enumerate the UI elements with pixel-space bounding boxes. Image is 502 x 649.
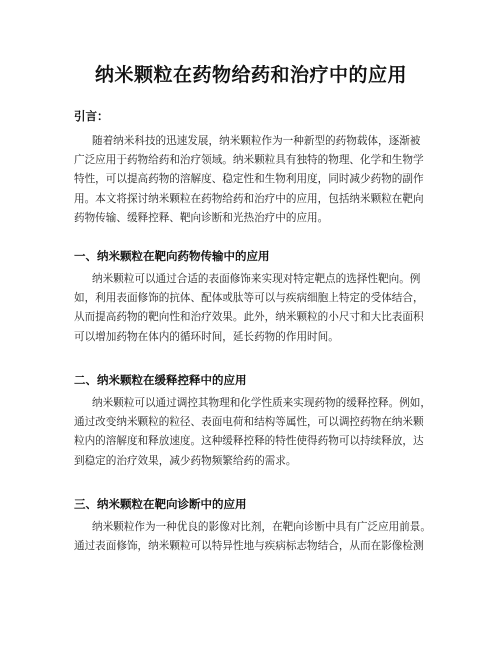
section-paragraph	[74, 270, 434, 347]
intro-heading: 引言：	[74, 109, 109, 123]
paragraph-line: 如，利用表面修饰的抗体、配体或肽等可以与疾病细胞上特定的受体结合，	[74, 292, 424, 305]
section-paragraph	[74, 518, 434, 556]
paragraph-line: 通过表面修饰，纳米颗粒可以特异性地与疾病标志物结合，从而在影像检测	[74, 540, 424, 553]
paragraph-line: 随着纳米科技的迅速发展，纳米颗粒作为一种新型的药物载体，逐渐被	[92, 135, 421, 147]
section-heading: 二、纳米颗粒在缓释控释中的应用	[74, 373, 247, 387]
paragraph-line: 纳米颗粒可以通过调控其物理和化学性质来实现药物的缓释控释。例如，	[92, 397, 431, 409]
section-heading: 三、纳米颗粒在靶向诊断中的应用	[74, 497, 247, 511]
paragraph-line: 纳米颗粒作为一种优良的影像对比剂，在靶向诊断中具有广泛应用前景。	[92, 521, 431, 533]
paragraph-line: 可以增加药物在体内的循环时间，延长药物的作用时间。	[74, 330, 339, 343]
intro-paragraph	[74, 132, 434, 228]
paragraph-line: 纳米颗粒可以通过合适的表面修饰来实现对特定靶点的选择性靶向。例	[92, 273, 421, 285]
paragraph-line: 粒内的溶解度和释放速度。这种缓释控释的特性使得药物可以持续释放，达	[74, 435, 424, 448]
paragraph-line: 广泛应用于药物给药和治疗领域。纳米颗粒具有独特的物理、化学和生物学	[74, 154, 424, 167]
section-paragraph	[74, 394, 434, 471]
section-heading: 一、纳米颗粒在靶向药物传输中的应用	[74, 249, 270, 263]
document-title: 纳米颗粒在药物给药和治疗中的应用	[94, 64, 407, 86]
paragraph-line: 特性，可以提高药物的溶解度、稳定性和生物利用度，同时减少药物的副作	[74, 173, 424, 186]
paragraph-line: 到稳定的治疗效果，减少药物频繁给药的需求。	[74, 454, 297, 467]
paragraph-line: 药物传输、缓释控释、靶向诊断和光热治疗中的应用。	[74, 211, 329, 224]
paragraph-line: 从而提高药物的靶向性和治疗效果。此外，纳米颗粒的小尺寸和大比表面积	[74, 311, 424, 324]
paragraph-line: 通过改变纳米颗粒的粒径、表面电荷和结构等属性，可以调控药物在纳米颗	[74, 416, 424, 429]
paragraph-line: 用。本文将探讨纳米颗粒在药物给药和治疗中的应用，包括纳米颗粒在靶向	[74, 192, 424, 205]
